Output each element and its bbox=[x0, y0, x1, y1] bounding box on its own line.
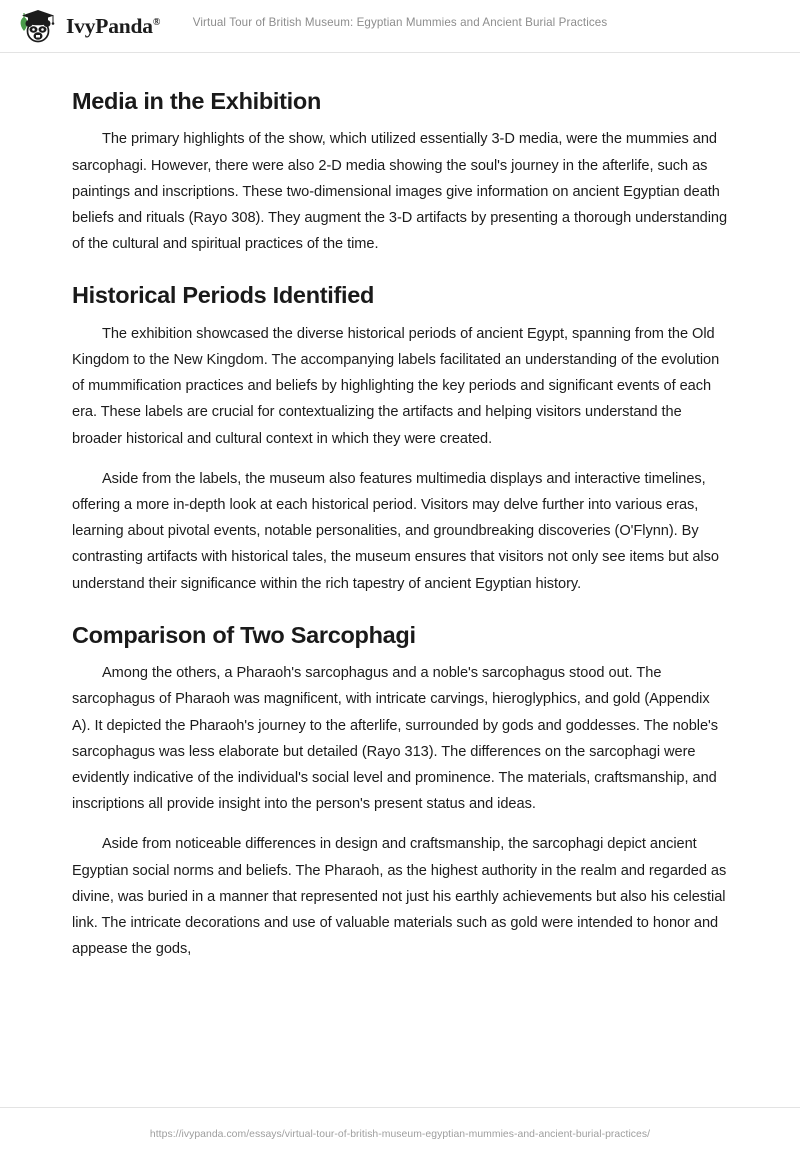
page-footer bbox=[0, 1107, 800, 1160]
section-comparison-of-two-sarcophagi bbox=[72, 621, 728, 963]
section-heading: Historical Periods Identified bbox=[72, 282, 375, 309]
document-title: Virtual Tour of British Museum: Egyptian Mummies and Ancient Burial Practices bbox=[192, 16, 608, 29]
paragraph: The exhibition showcased the diverse historical periods of ancient Egypt, spanning from the Old Kingdom to the New Kingdom. The accompanying labels facilitated an understanding of the evolution of mummification practices and beliefs by highlighting the key periods and significant events of each era. These labels are crucial for contextualizing the artifacts and helping visitors understand the broader historical and cultural context in which they were created. bbox=[72, 325, 720, 447]
page-header bbox=[0, 0, 800, 53]
panda-graduate-icon bbox=[17, 6, 59, 46]
paragraph: Aside from noticeable differences in design and craftsmanship, the sarcophagi depict ancient Egyptian social norms and beliefs. The Pharaoh, as the highest authority in the realm and regarded as divine, was buried in a manner that represented not just his earthly achievements but also his celestial link. The intricate decorations and use of valuable materials such as gold were intended to honor and appease the gods, bbox=[72, 836, 727, 958]
brand-name-text: IvyPanda bbox=[66, 13, 153, 38]
brand-logo[interactable] bbox=[0, 6, 160, 46]
paragraph: Aside from the labels, the museum also features multimedia displays and interactive timelines, offering a more in-depth look at each historical period. Visitors may delve further into various eras, learning about pivotal events, notable personalities, and groundbreaking discoveries (O'Flynn). By contrasting artifacts with historical tales, the museum ensures that visitors not only see items but also understand their significance within the rich tapestry of ancient Egyptian history. bbox=[72, 470, 719, 592]
paragraph: Among the others, a Pharaoh's sarcophagus and a noble's sarcophagus stood out. The sarcophagus of Pharaoh was magnificent, with intricate carvings, hieroglyphics, and gold (Appendix A). It depicted the Pharaoh's journey to the afterlife, surrounded by gods and goddesses. The noble's sarcophagus was less elaborate but detailed (Rayo 313). The differences on the sarcophagi were evidently indicative of the individual's social level and prominence. The materials, craftsmanship, and inscriptions all provide insight into the person's present status and ideas. bbox=[72, 665, 719, 813]
source-url-link[interactable]: https://ivypanda.com/essays/virtual-tour-of-british-museum-egyptian-mummies-and-ancient-burial-practices/ bbox=[149, 1128, 651, 1140]
document-body bbox=[0, 53, 800, 962]
section-heading: Media in the Exhibition bbox=[72, 88, 321, 114]
section-media-in-the-exhibition bbox=[72, 87, 728, 257]
section-historical-periods-identified bbox=[72, 281, 728, 596]
section-heading: Comparison of Two Sarcophagi bbox=[72, 621, 416, 648]
paragraph: The primary highlights of the show, which utilized essentially 3-D media, were the mummies and sarcophagi. However, there were also 2-D media showing the soul's journey in the afterlife, such as paintings and inscriptions. These two-dimensional images give information on ancient Egyptian death beliefs and rituals (Rayo 308). They augment the 3-D artifacts by presenting a thorough understanding of the cultural and spiritual practices of the time. bbox=[72, 131, 728, 253]
registered-trademark-icon: ® bbox=[152, 16, 161, 28]
brand-name bbox=[66, 14, 160, 39]
